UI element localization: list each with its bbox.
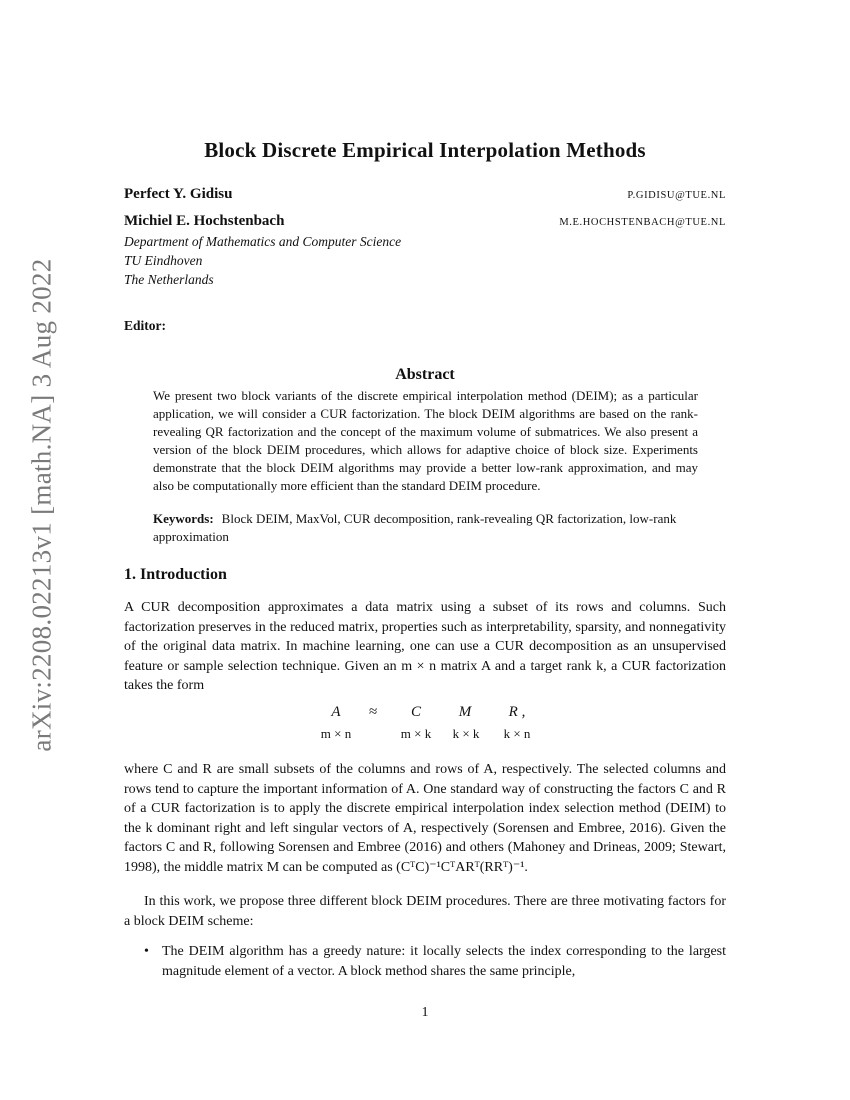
keywords-label: Keywords: bbox=[153, 511, 214, 526]
author-name-1: Perfect Y. Gidisu bbox=[124, 186, 233, 202]
author-row-1 bbox=[124, 186, 726, 203]
paper-title: Block Discrete Empirical Interpolation Methods bbox=[204, 138, 646, 162]
author-row-2 bbox=[124, 213, 726, 230]
abstract-heading: Abstract bbox=[395, 366, 455, 383]
intro-paragraph-2: where C and R are small subsets of the columns and rows of A, respectively. The selected columns and rows tend to capture the important information of A. One standard way of constructing the factors C and R of a CUR factorization is to apply the discrete empirical interpolation index selection method (DEIM) to the k dominant right and left singular vectors of A, respectively (Sorensen and Embree, 2016). Given the factors C and R, following Sorensen and Embree (2016) and others (Mahoney and Drineas, 2009; Stewart, 1998), the middle matrix M can be computed as (CᵀC)⁻¹CᵀARᵀ(RRᵀ)⁻¹. bbox=[124, 762, 726, 875]
keywords-text: Block DEIM, MaxVol, CUR decomposition, rank-revealing QR factorization, low-rank approximation bbox=[153, 511, 677, 544]
intro-paragraph-1: A CUR decomposition approximates a data matrix using a subset of its rows and columns. Such factorization preserves in the reduced matrix, properties such as interpretability, sparsity, and nonnegativity of the original data matrix. In machine learning, one can use a CUR decomposition as an unsupervised feature or sample selection technique. Given an m × n matrix A and a target rank k, a CUR factorization takes the form bbox=[124, 600, 726, 693]
editor-label: Editor: bbox=[124, 318, 166, 333]
eq-term-c: C bbox=[410, 704, 421, 720]
eq-dim-r: k × n bbox=[503, 726, 531, 741]
arxiv-stamp bbox=[22, 245, 62, 765]
affiliation-department: Department of Mathematics and Computer Science bbox=[124, 234, 402, 249]
intro-paragraph-3: In this work, we propose three different block DEIM procedures. There are three motivating factors for a block DEIM scheme: bbox=[124, 894, 726, 929]
eq-dim-a: m × n bbox=[320, 726, 352, 741]
eq-term-m: M bbox=[458, 704, 472, 720]
bullet-text-1: The DEIM algorithm has a greedy nature: it locally selects the index corresponding to the largest magnitude element of a vector. A block method shares the same principle, bbox=[162, 944, 726, 979]
affiliation-university: TU Eindhoven bbox=[124, 253, 203, 268]
eq-term-r: R , bbox=[508, 704, 526, 720]
author-name-2: Michiel E. Hochstenbach bbox=[124, 213, 285, 229]
keywords bbox=[153, 510, 698, 546]
section-heading-introduction: 1. Introduction bbox=[124, 566, 227, 583]
eq-term-a: A bbox=[331, 704, 341, 720]
cur-equation bbox=[0, 704, 850, 748]
bullet-icon: • bbox=[144, 944, 149, 959]
author-email-1[interactable]: P.GIDISU@TUE.NL bbox=[627, 190, 726, 201]
page-number: 1 bbox=[421, 1005, 429, 1020]
bullet-item-1 bbox=[144, 942, 726, 981]
affiliation-country: The Netherlands bbox=[124, 272, 214, 287]
eq-approx: ≈ bbox=[369, 704, 378, 720]
eq-dim-c: m × k bbox=[400, 726, 432, 741]
eq-dim-m: k × k bbox=[452, 726, 480, 741]
abstract-body: We present two block variants of the discrete empirical interpolation method (DEIM); as a particular application, we will consider a CUR factorization. The block DEIM algorithms are based on the rank-revealing QR factorization and the concept of the maximum volume of submatrices. We also present a version of the block DEIM procedures, which allows for adaptive choice of block size. Experiments demonstrate that the block DEIM algorithms may provide a better low-rank approximation, and may also be computationally more efficient than the standard DEIM procedure. bbox=[153, 388, 698, 493]
arxiv-stamp-text: arXiv:2208.02213v1 [math.NA] 3 Aug 2022 bbox=[26, 258, 57, 752]
author-email-2[interactable]: M.E.HOCHSTENBACH@TUE.NL bbox=[559, 217, 726, 228]
